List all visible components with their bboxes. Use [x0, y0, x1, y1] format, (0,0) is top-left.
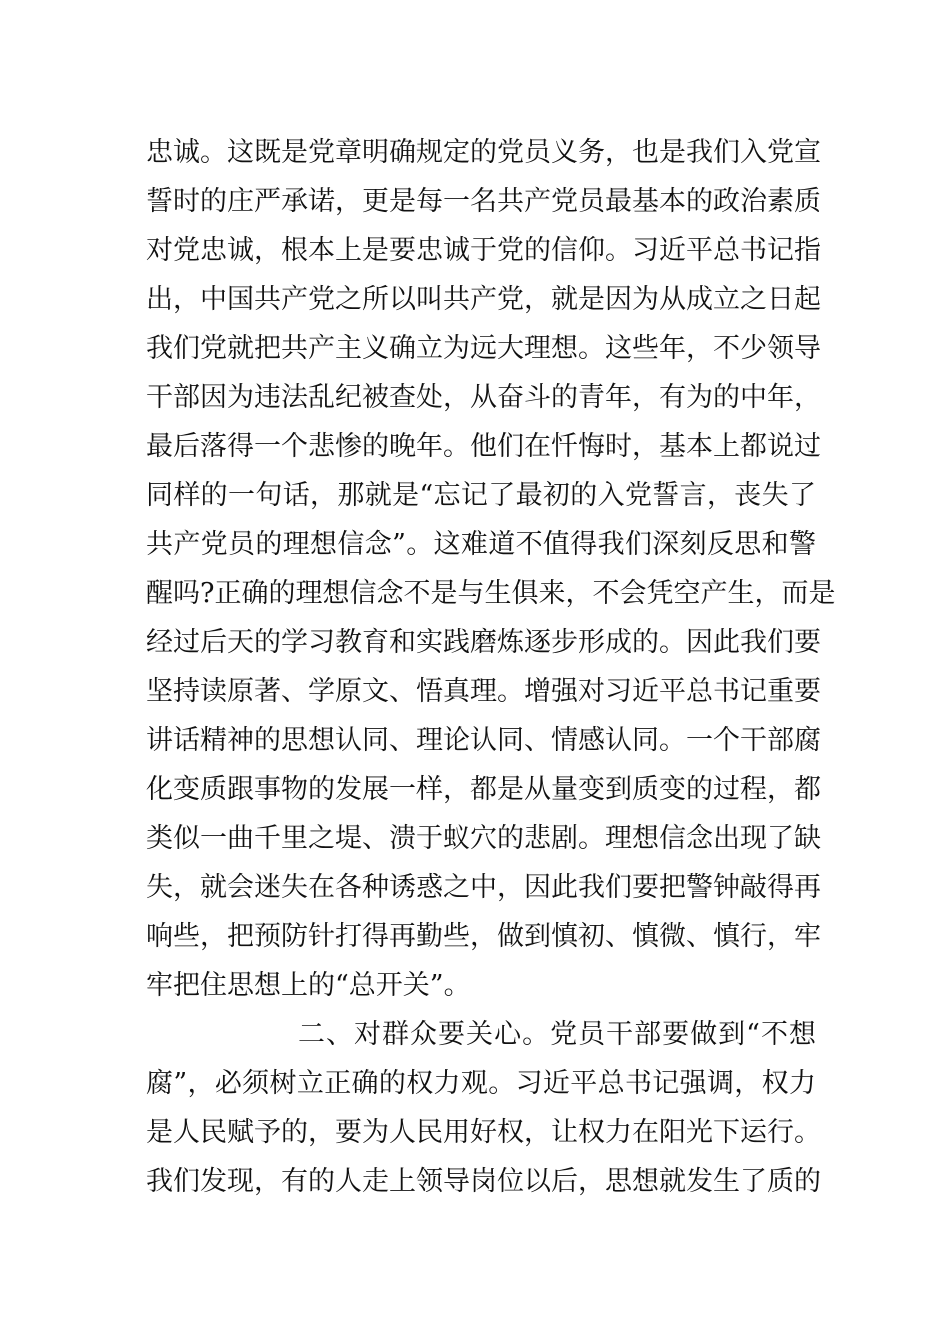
text-line: 醒吗?正确的理想信念不是与生俱来，不会凭空产生，而是 — [146, 578, 836, 609]
text-line: 是人民赋予的，要为人民用好权，让权力在阳光下运行。 — [146, 1117, 821, 1148]
text-line: 我们党就把共产主义确立为远大理想。这些年，不少领导 — [146, 333, 821, 364]
text-line: 腐”，必须树立正确的权力观。习近平总书记强调，权力 — [146, 1068, 816, 1099]
text-line: 化变质跟事物的发展一样，都是从量变到质变的过程，都 — [146, 774, 821, 805]
text-line: 经过后天的学习教育和实践磨炼逐步形成的。因此我们要 — [146, 627, 821, 658]
text-line: 干部因为违法乱纪被查处，从奋斗的青年，有为的中年， — [146, 382, 821, 413]
text-line: 忠诚。这既是党章明确规定的党员义务，也是我们入党宣 — [146, 137, 821, 168]
text-line: 最后落得一个悲惨的晚年。他们在忏悔时，基本上都说过 — [146, 431, 821, 462]
text-line: 类似一曲千里之堤、溃于蚁穴的悲剧。理想信念出现了缺 — [146, 823, 821, 854]
text-line: 讲话精神的思想认同、理论认同、情感认同。一个干部腐 — [146, 725, 821, 756]
text-line: 同样的一句话，那就是“忘记了最初的入党誓言，丧失了 — [146, 480, 816, 511]
section-heading-line: 二、对群众要关心。党员干部要做到“不想 — [298, 1019, 816, 1050]
text-line: 出，中国共产党之所以叫共产党，就是因为从成立之日起 — [146, 284, 821, 315]
text-line: 响些，把预防针打得再勤些，做到慎初、慎微、慎行，牢 — [146, 921, 821, 952]
text-line: 失，就会迷失在各种诱惑之中，因此我们要把警钟敲得再 — [146, 872, 821, 903]
text-line: 共产党员的理想信念”。这难道不值得我们深刻反思和警 — [146, 529, 816, 560]
text-line: 我们发现，有的人走上领导岗位以后，思想就发生了质的 — [146, 1166, 821, 1197]
paragraph-end-line: 牢把住思想上的“总开关”。 — [146, 970, 471, 1001]
text-line: 对党忠诚，根本上是要忠诚于党的信仰。习近平总书记指 — [146, 235, 821, 266]
text-line: 誓时的庄严承诺，更是每一名共产党员最基本的政治素质 — [146, 186, 821, 217]
text-line: 坚持读原著、学原文、悟真理。增强对习近平总书记重要 — [146, 676, 821, 707]
body-text — [146, 128, 836, 1206]
